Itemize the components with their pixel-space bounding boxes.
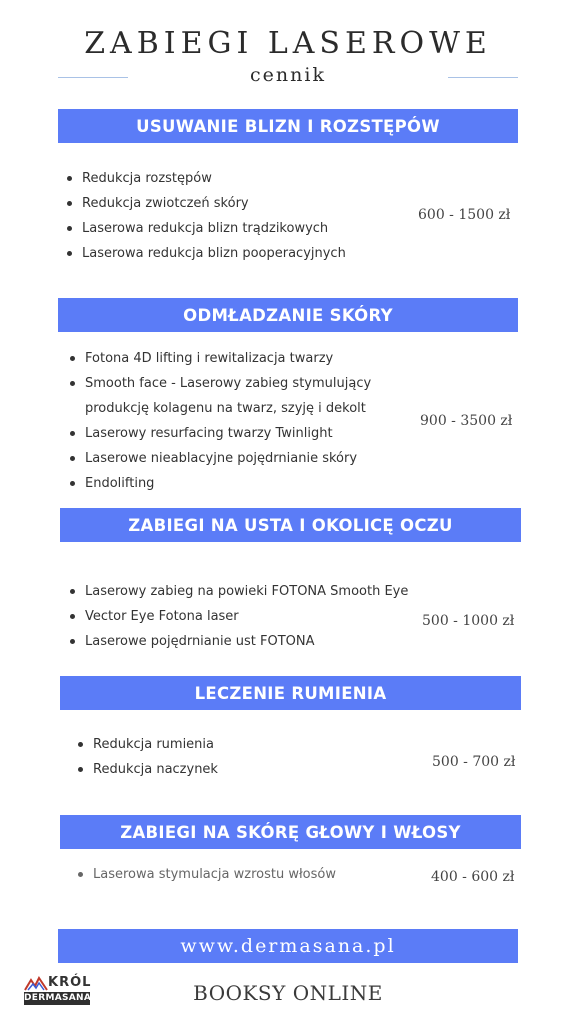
list-item: Vector Eye Fotona laser (70, 604, 408, 629)
logo-text-dermasana: DERMASANA (24, 993, 92, 1003)
section-heading-scalp-hair: ZABIEGI NA SKÓRĘ GŁOWY I WŁOSY (60, 815, 521, 849)
list-item: Redukcja rozstępów (67, 166, 346, 191)
price-lips-eyes: 500 - 1000 zł (422, 613, 515, 629)
section-list-scars (67, 166, 346, 266)
section-list-redness (78, 732, 218, 782)
decor-line-left (58, 77, 128, 78)
list-item: Redukcja rumienia (78, 732, 218, 757)
booksy-link[interactable]: BOOKSY ONLINE (193, 981, 383, 1005)
website-link[interactable]: www.dermasana.pl (180, 935, 396, 957)
list-item: Redukcja naczynek (78, 757, 218, 782)
section-heading-rejuvenation: ODMŁADZANIE SKÓRY (58, 298, 518, 332)
logo-text-krol: KRÓL (48, 975, 92, 990)
decor-line-right (448, 77, 518, 78)
list-item: Laserowa redukcja blizn trądzikowych (67, 216, 346, 241)
section-heading-redness: LECZENIE RUMIENIA (60, 676, 521, 710)
list-item: Laserowe nieablacyjne pojędrnianie skóry (70, 446, 371, 471)
section-list-rejuvenation (70, 346, 371, 496)
page-subtitle: cennik (250, 64, 326, 86)
list-item: Laserowa stymulacja wzrostu włosów (78, 862, 336, 887)
price-redness: 500 - 700 zł (432, 754, 516, 770)
section-list-scalp-hair (78, 862, 336, 887)
list-item: Laserowa redukcja blizn pooperacyjnych (67, 241, 346, 266)
list-item: Laserowy resurfacing twarzy Twinlight (70, 421, 371, 446)
list-item: Laserowy zabieg na powieki FOTONA Smooth Eye (70, 579, 408, 604)
section-heading-scars: USUWANIE BLIZN I ROZSTĘPÓW (58, 109, 518, 143)
price-scalp-hair: 400 - 600 zł (431, 869, 515, 885)
list-item: Smooth face - Laserowy zabieg stymulujący (70, 371, 371, 396)
section-list-lips-eyes (70, 579, 408, 654)
list-item: Fotona 4D lifting i rewitalizacja twarzy (70, 346, 371, 371)
website-banner[interactable] (58, 929, 518, 963)
list-item: Endolifting (70, 471, 371, 496)
price-rejuvenation: 900 - 3500 zł (420, 413, 513, 429)
page-title: ZABIEGI LASEROWE (84, 26, 492, 61)
section-heading-lips-eyes: ZABIEGI NA USTA I OKOLICĘ OCZU (60, 508, 521, 542)
price-scars: 600 - 1500 zł (418, 207, 511, 223)
list-item-continuation: produkcję kolagenu na twarz, szyję i dekolt (85, 401, 366, 416)
list-item: Laserowe pojędrnianie ust FOTONA (70, 629, 408, 654)
list-item: Redukcja zwiotczeń skóry (67, 191, 346, 216)
